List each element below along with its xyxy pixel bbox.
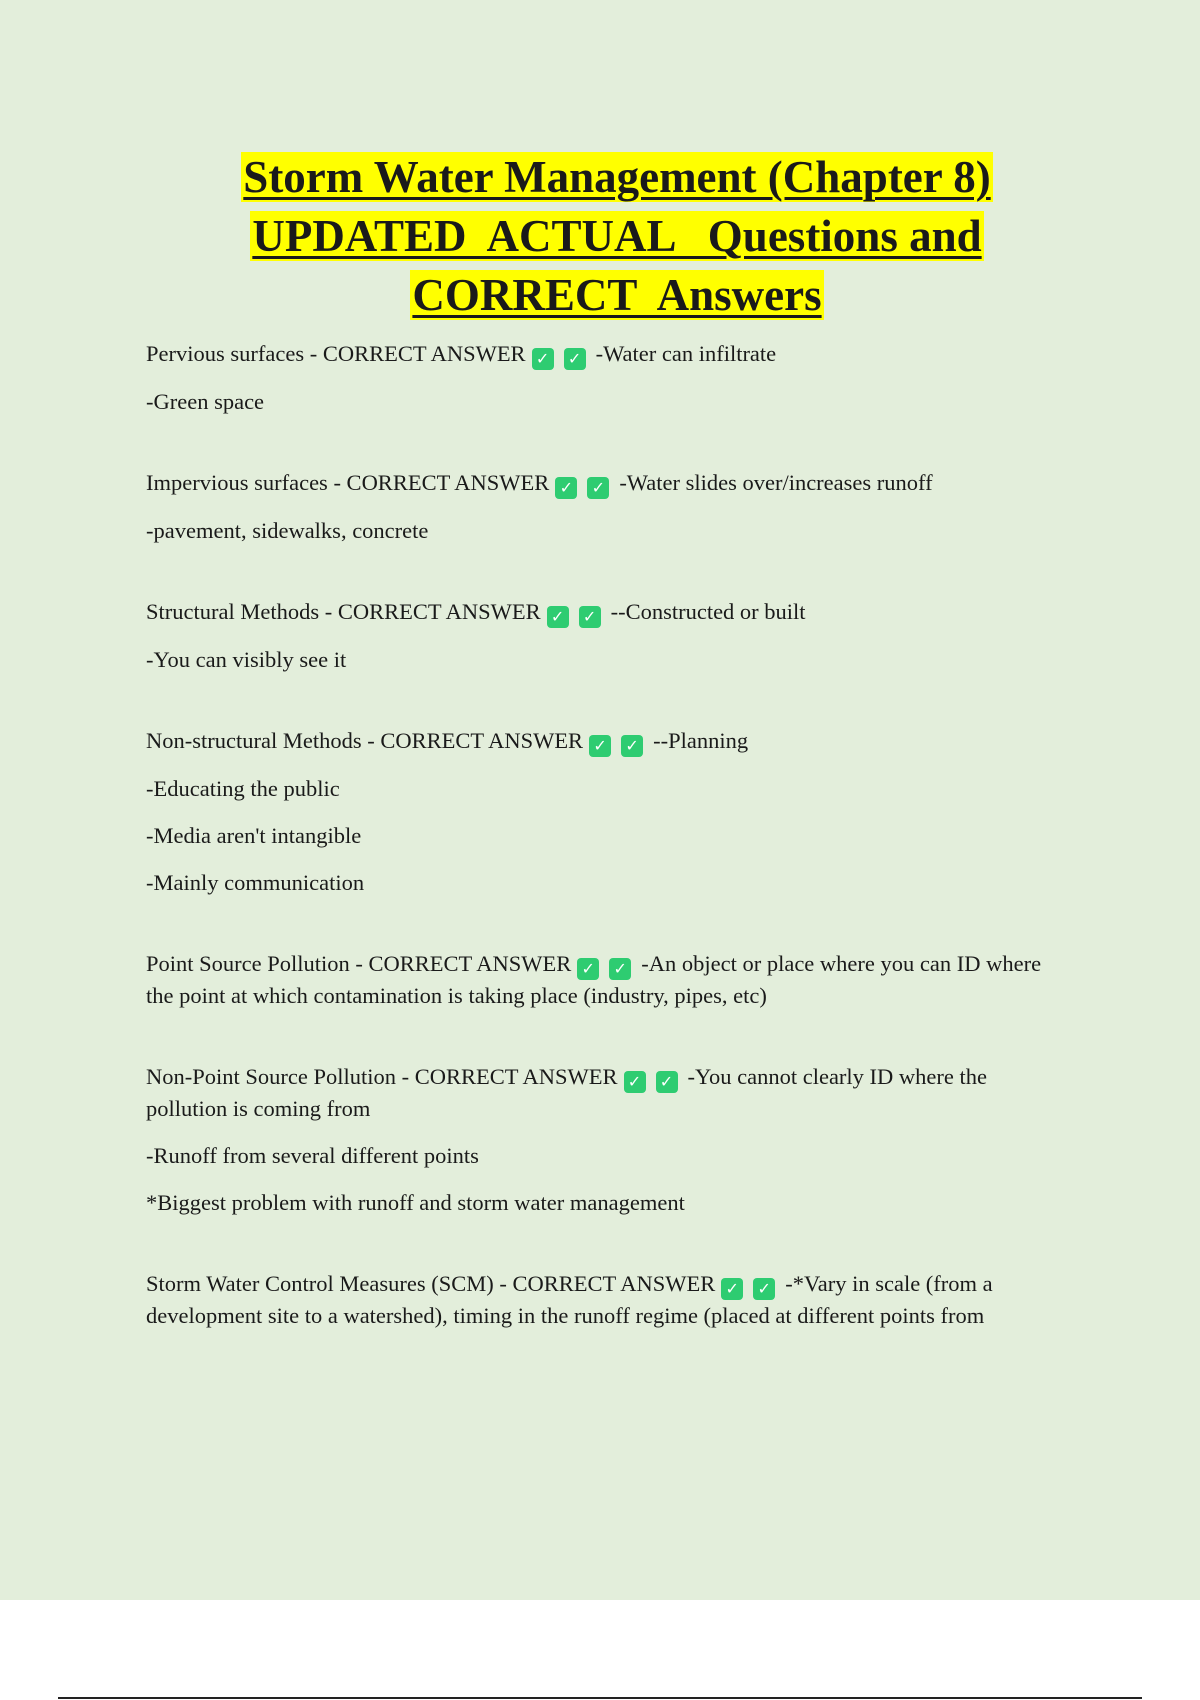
checkmark-icon: ✓ [555, 477, 577, 499]
checkmark-icon: ✓ [621, 735, 643, 757]
entry-detail: -You can visibly see it [146, 647, 347, 672]
entry-detail: -Media aren't intangible [146, 823, 362, 848]
entry-term: Non-Point Source Pollution - CORRECT ANSWER [146, 1064, 618, 1089]
qa-entry-non-structural-methods [146, 725, 1071, 898]
qa-entry-storm-water-control-measures [146, 1268, 1071, 1331]
checkmark-icon: ✓ [547, 606, 569, 628]
checkmark-icon: ✓ [577, 958, 599, 980]
qa-entry-impervious-surfaces [146, 467, 1071, 546]
qa-list [146, 338, 1071, 1381]
title-line-3: CORRECT Answers [412, 270, 822, 320]
entry-answer: --Planning [653, 728, 749, 753]
entry-answer: -*Vary in scale (from a development site to a watershed), timing in the runoff regime (placed at different points from [146, 1271, 993, 1328]
checkmark-icon: ✓ [624, 1071, 646, 1093]
entry-term: Pervious surfaces - CORRECT ANSWER [146, 341, 526, 366]
entry-term: Storm Water Control Measures (SCM) - CORRECT ANSWER [146, 1271, 716, 1296]
entry-detail: -Green space [146, 389, 265, 414]
checkmark-icon: ✓ [656, 1071, 678, 1093]
qa-entry-point-source-pollution [146, 948, 1071, 1011]
checkmark-icon: ✓ [532, 348, 554, 370]
entry-answer: -Water slides over/increases runoff [619, 470, 933, 495]
checkmark-icon: ✓ [579, 606, 601, 628]
entry-detail: -Runoff from several different points [146, 1143, 479, 1168]
entry-answer: --Constructed or built [610, 599, 806, 624]
entry-detail: *Biggest problem with runoff and storm water management [146, 1190, 685, 1215]
entry-term: Structural Methods - CORRECT ANSWER [146, 599, 541, 624]
checkmark-icon: ✓ [721, 1278, 743, 1300]
qa-entry-structural-methods [146, 596, 1071, 675]
footer-divider [58, 1697, 1142, 1699]
entry-answer: -You cannot clearly ID where the pollution is coming from [146, 1064, 987, 1121]
entry-detail: -pavement, sidewalks, concrete [146, 518, 429, 543]
qa-entry-pervious-surfaces [146, 338, 1071, 417]
entry-term: Point Source Pollution - CORRECT ANSWER [146, 951, 572, 976]
checkmark-icon: ✓ [753, 1278, 775, 1300]
checkmark-icon: ✓ [609, 958, 631, 980]
checkmark-icon: ✓ [589, 735, 611, 757]
entry-answer: -An object or place where you can ID where the point at which contamination is taking place (industry, pipes, etc) [146, 951, 1042, 1008]
entry-detail: -Mainly communication [146, 870, 365, 895]
title-line-2: UPDATED ACTUAL Questions and [252, 211, 982, 261]
entry-term: Non-structural Methods - CORRECT ANSWER [146, 728, 584, 753]
document-title [0, 148, 1200, 325]
checkmark-icon: ✓ [587, 477, 609, 499]
title-line-1: Storm Water Management (Chapter 8) [243, 152, 991, 202]
entry-detail: -Educating the public [146, 776, 340, 801]
checkmark-icon: ✓ [564, 348, 586, 370]
entry-term: Impervious surfaces - CORRECT ANSWER [146, 470, 550, 495]
entry-answer: -Water can infiltrate [595, 341, 777, 366]
qa-entry-non-point-source-pollution [146, 1061, 1071, 1218]
